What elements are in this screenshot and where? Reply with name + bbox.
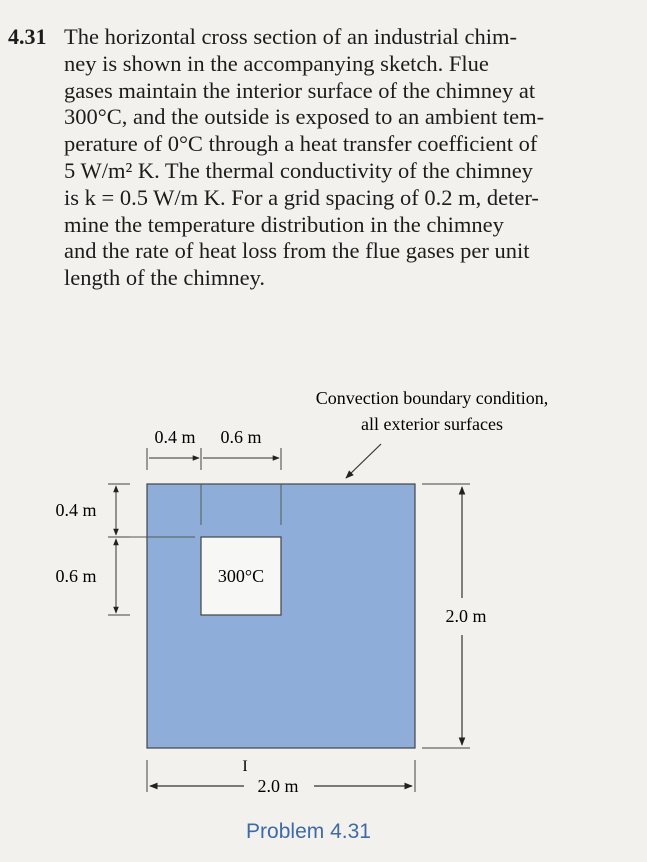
problem-line: length of the chimney. bbox=[64, 265, 265, 291]
problem-line: 5 W/m² K. The thermal conductivity of the chimney bbox=[64, 157, 533, 183]
interior-temperature-label: 300°C bbox=[217, 566, 265, 586]
annotation-line-2: all exterior surfaces bbox=[361, 414, 503, 434]
problem-line: 300°C, and the outside is exposed to an ambient tem- bbox=[64, 104, 545, 130]
left-dimension-bottom-label: 0.6 m bbox=[55, 566, 97, 586]
problem-line: ney is shown in the accompanying sketch. Flue bbox=[64, 50, 489, 76]
problem-line: The horizontal cross section of an industrial chim- bbox=[64, 24, 517, 49]
annotation-arrow bbox=[346, 444, 381, 478]
right-dimension-label: 2.0 m bbox=[445, 606, 487, 626]
problem-line: mine the temperature distribution in the chimney bbox=[64, 211, 504, 237]
problem-line: is k = 0.5 W/m K. For a grid spacing of 0.2 m, deter- bbox=[64, 184, 539, 210]
top-dimension-right-label: 0.6 m bbox=[220, 427, 262, 447]
text-cursor-mark: I bbox=[242, 758, 248, 775]
problem-line: and the rate of heat loss from the flue gases per unit bbox=[64, 238, 530, 264]
top-dimension-left-label: 0.4 m bbox=[154, 427, 196, 447]
problem-line: gases maintain the interior surface of the chimney at bbox=[64, 77, 536, 103]
figure-caption: Problem 4.31 bbox=[246, 820, 371, 843]
problem-number: 4.31 bbox=[8, 24, 47, 49]
left-dimension-top-label: 0.4 m bbox=[55, 500, 97, 520]
problem-line: perature of 0°C through a heat transfer coefficient of bbox=[64, 131, 538, 157]
bottom-dimension-label: 2.0 m bbox=[257, 776, 299, 796]
annotation-line-1: Convection boundary condition, bbox=[315, 388, 549, 408]
